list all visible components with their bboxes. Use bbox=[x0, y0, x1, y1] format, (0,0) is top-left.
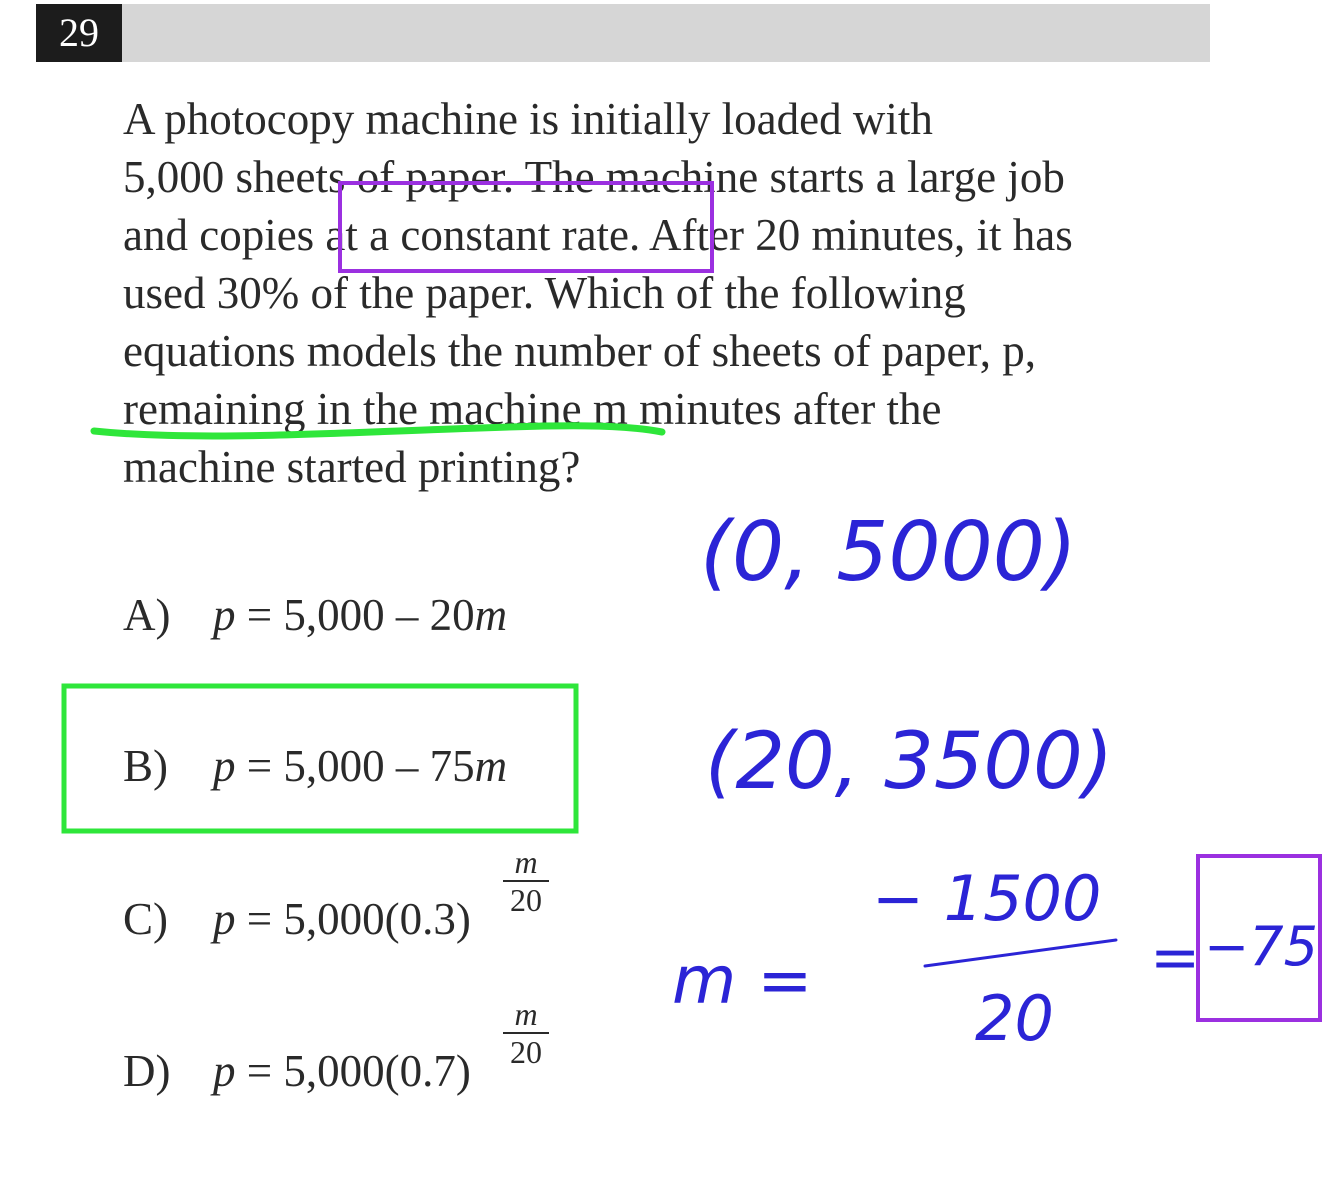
choice-letter: D) bbox=[123, 1046, 171, 1096]
exponent-numerator: m bbox=[503, 846, 549, 882]
choice-c-exponent bbox=[503, 846, 549, 916]
slope-result-box bbox=[1198, 856, 1320, 1020]
choice-variable: p bbox=[213, 1046, 236, 1096]
stem-line: used 30% of the paper. Which of the following bbox=[123, 268, 966, 318]
stem-line: 5,000 sheets of paper. The machine starts a large job bbox=[123, 152, 1065, 202]
choice-letter: C) bbox=[123, 894, 168, 944]
choice-expression: = 5,000(0.7) bbox=[235, 1046, 471, 1096]
choice-a[interactable] bbox=[123, 586, 507, 644]
choice-variable: p bbox=[213, 590, 236, 640]
choice-expression: = 5,000 – 20 bbox=[235, 590, 475, 640]
slope-denominator: 20 bbox=[975, 982, 1054, 1055]
slope-numerator: − 1500 bbox=[872, 862, 1102, 935]
question-stem bbox=[123, 90, 1243, 496]
stem-line: machine started printing? bbox=[123, 442, 581, 492]
choice-variable: p bbox=[213, 894, 236, 944]
slope-fraction-bar bbox=[925, 940, 1116, 966]
exponent-denominator: 20 bbox=[510, 882, 542, 918]
point-twenty-label: (20, 3500) bbox=[705, 717, 1114, 807]
choice-expression: = 5,000 – 75 bbox=[235, 741, 475, 791]
stem-line: and copies at a constant rate. After 20 minutes, it has bbox=[123, 210, 1073, 260]
stem-line: A photocopy machine is initially loaded with bbox=[123, 94, 933, 144]
slope-equals-sign: = bbox=[1150, 923, 1201, 993]
choice-variable-tail: m bbox=[474, 741, 508, 791]
exponent-denominator: 20 bbox=[510, 1034, 542, 1070]
question-header-bar bbox=[36, 4, 1210, 62]
choice-variable-tail: m bbox=[474, 590, 508, 640]
stem-line: remaining in the machine m minutes after the bbox=[123, 384, 942, 434]
slope-result: −75 bbox=[1204, 915, 1318, 978]
choice-expression: = 5,000(0.3) bbox=[235, 894, 471, 944]
choice-d-exponent bbox=[503, 998, 549, 1068]
choice-letter: B) bbox=[123, 741, 168, 791]
slope-label: m = bbox=[672, 942, 813, 1019]
point-zero-label: (0, 5000) bbox=[700, 505, 1077, 600]
stem-line: equations models the number of sheets of paper, p, bbox=[123, 326, 1036, 376]
question-number: 29 bbox=[36, 4, 122, 62]
choice-c[interactable] bbox=[123, 890, 471, 948]
choice-letter: A) bbox=[123, 590, 171, 640]
choice-variable: p bbox=[213, 741, 236, 791]
choice-b[interactable] bbox=[123, 737, 507, 795]
exponent-numerator: m bbox=[503, 998, 549, 1034]
choice-d[interactable] bbox=[123, 1042, 471, 1100]
